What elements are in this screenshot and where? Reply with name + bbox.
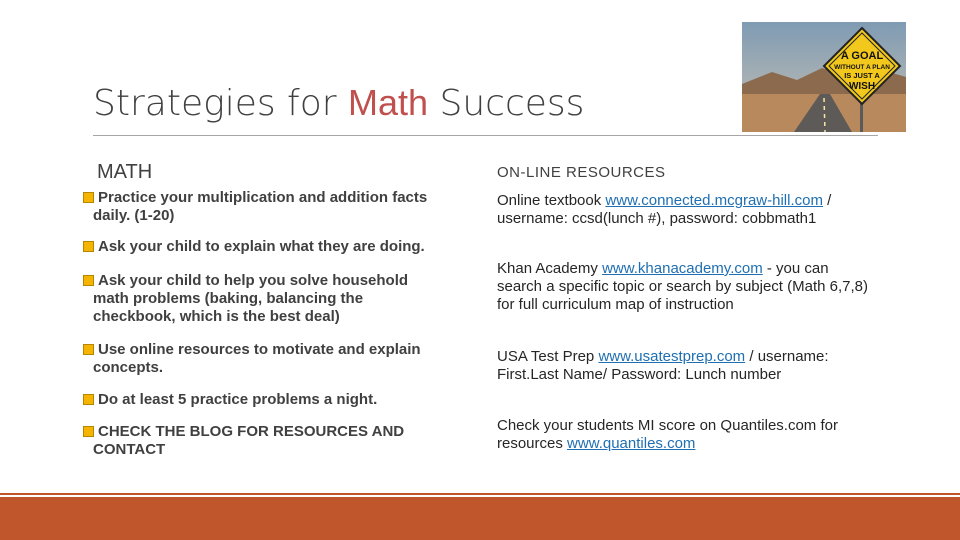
list-item: Practice your multiplication and addition facts daily. (1-20) [83,189,483,225]
title-pre: Strategies for [93,83,348,124]
title-post: Success [428,83,585,124]
footer-divider [0,493,960,495]
bullet-icon [83,192,94,203]
sign-text-3: IS JUST A [844,71,880,80]
sign-text-4: WISH [848,81,876,92]
goal-sign-illustration [742,22,906,132]
bullet-icon [83,275,94,286]
textbook-link[interactable]: www.connected.mcgraw-hill.com [605,192,823,209]
khan-academy-link[interactable]: www.khanacademy.com [602,260,763,277]
footer-bar [0,497,960,540]
sign-text-2: WITHOUT A PLAN [834,64,890,71]
list-item: Do at least 5 practice problems a night. [83,391,483,409]
bullet-icon [83,426,94,437]
math-heading: MATH [97,161,153,183]
resource-item: Check your students MI score on Quantiles.com for resources www.quantiles.com [497,417,838,452]
bullet-icon [83,344,94,355]
bullet-icon [83,394,94,405]
list-item: Use online resources to motivate and explain concepts. [83,341,483,377]
resource-item: Online textbook www.connected.mcgraw-hill.com / username: ccsd(lunch #), password: cobbmath1 [497,192,832,227]
list-item: Ask your child to explain what they are doing. [83,238,483,256]
goal-sign-image [742,22,906,132]
quantiles-link[interactable]: www.quantiles.com [567,435,696,452]
sign-text-1: A GOAL [840,50,884,62]
title-accent: Math [348,82,429,123]
slide-title [93,82,584,124]
resource-item: USA Test Prep www.usatestprep.com / username: First.Last Name/ Password: Lunch number [497,348,829,383]
bullet-icon [83,241,94,252]
title-divider [93,135,878,136]
usatestprep-link[interactable]: www.usatestprep.com [598,348,746,365]
online-resources-heading: ON-LINE RESOURCES [497,164,666,181]
list-item: CHECK THE BLOG FOR RESOURCES AND CONTACT [83,423,483,459]
list-item: Ask your child to help you solve household math problems (baking, balancing the checkbook, which is the best deal) [83,272,483,326]
resource-item: Khan Academy www.khanacademy.com - you can search a specific topic or search by subject (Math 6,7,8) for full curriculum map of instruction [497,260,869,313]
